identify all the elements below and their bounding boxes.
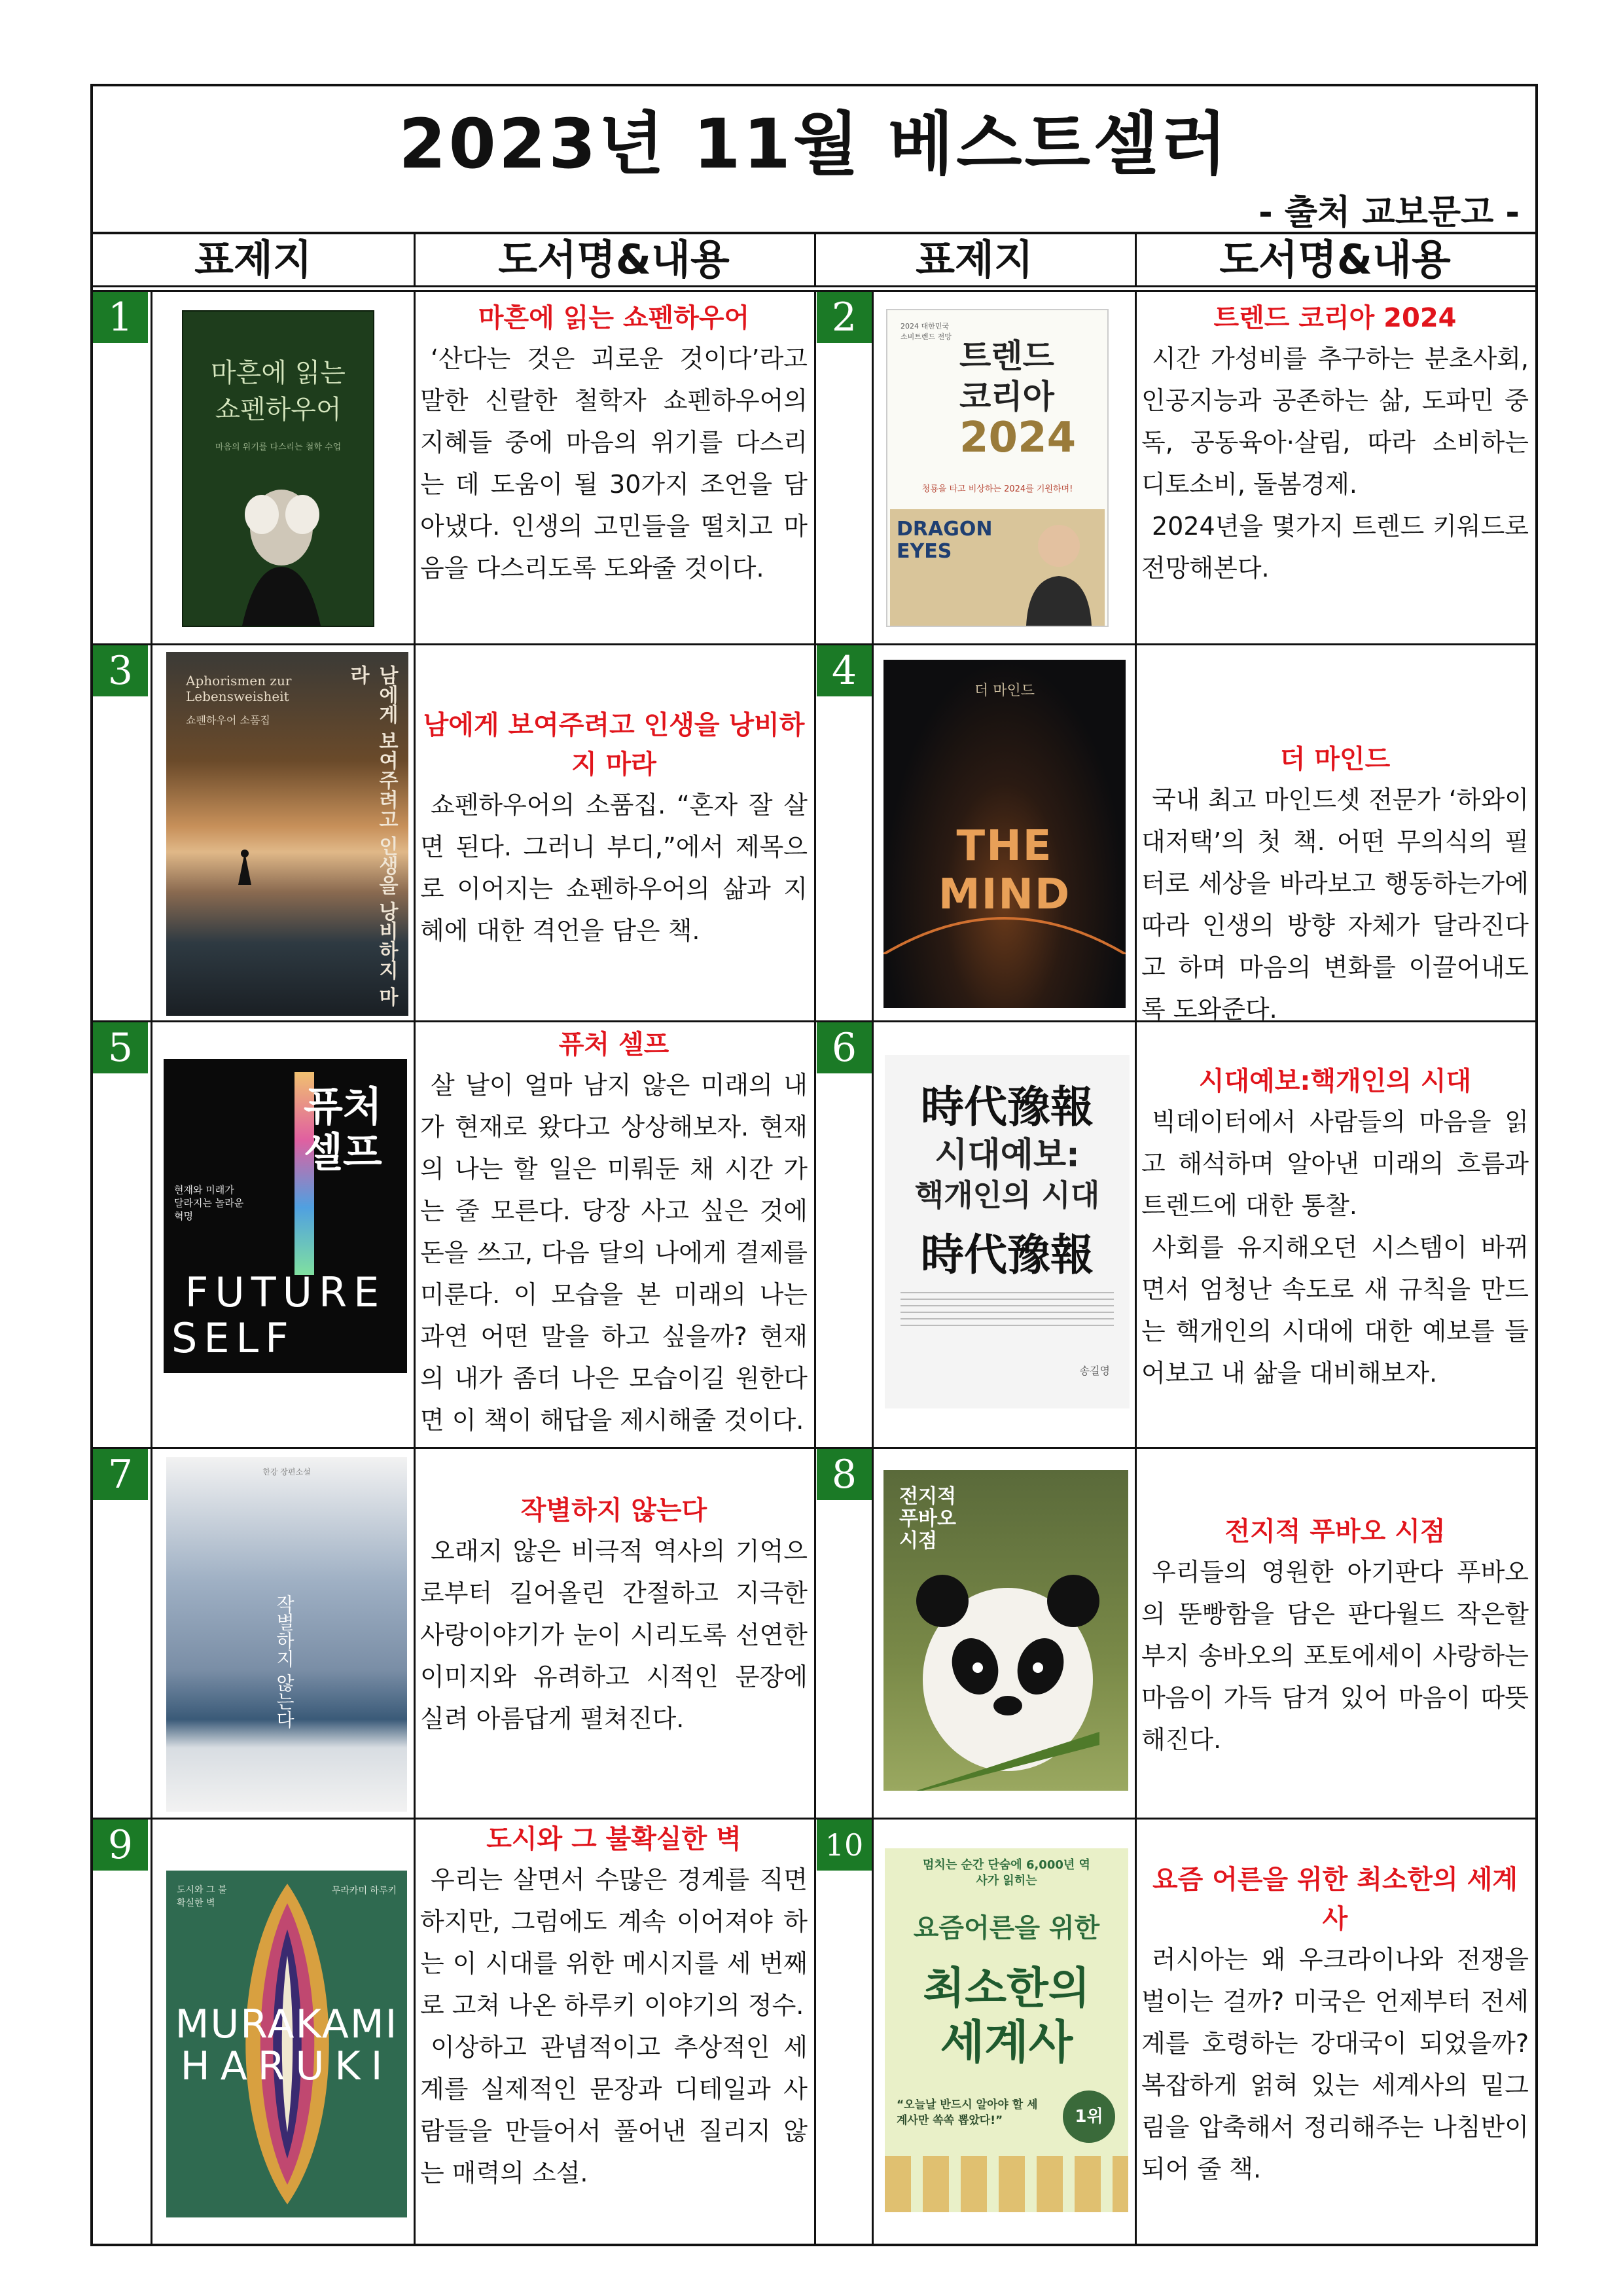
book-cover-10: 멈치는 순간 단숨에 6,000년 역사가 읽히는 요즘어른을 위한 최소한의 세계사 “오늘날 반드시 알아야 할 세계사만 쏙쏙 뽑았다!” 1위 [885,1848,1128,2212]
book-desc-text: 쇼펜하우어의 소품집. “혼자 잘 살면 된다. 그러니 부디,”에서 제목으로 이어지는 쇼펜하우어의 삶과 지혜에 대한 격언을 담은 책. [420,791,808,945]
book-row-4 [93,1449,1535,1820]
book-grid [93,292,1535,2244]
book-title: 시대예보:핵개인의 시대 [1198,1066,1472,1096]
book-title: 요즘 어른을 위한 최소한의 세계사 [1152,1865,1518,1934]
book-desc-text: ‘산다는 것은 괴로운 것이다’라고 말한 신랄한 철학자 쇼펜하우어의 지혜들 중에 마음의 위기를 다스리는 데 도움이 될 30가지 조언을 담아냈다. 인생의 고민들을 떨치고 마음을 다스리도록 도와줄 것이다. [420,344,808,583]
book-desc-9 [416,1820,812,2194]
book-title: 퓨처 셀프 [558,1030,669,1060]
book-title: 트렌드 코리아 2024 [1213,303,1457,333]
book-cover-8: 전지적 푸바오 시점 [883,1470,1128,1791]
book-desc-text: 사회를 유지해오던 시스템이 바뀌면서 엄청난 속도로 새 규칙을 만드는 핵개인의 시대에 대한 예보를 들어보고 내 삶을 대비해보자. [1141,1233,1529,1388]
rank-badge: 1 [93,292,148,343]
book-row-2 [93,645,1535,1022]
header-cover: 표제지 [194,236,312,283]
book-cover-2: 2024 대한민국 소비트렌드 전망 트렌드 코리아 2024 청룡을 타고 비상하는 2024를 기원하며! DRAGON EYES [886,309,1109,627]
header-cover-2: 표제지 [916,236,1033,283]
book-desc-text: 우리들의 영원한 아기판다 푸바오의 뚠빵함을 담은 판다월드 작은할부지 송바오의 포토에세이 사랑하는 마음이 가득 담겨 있어 마음이 따뜻해진다. [1141,1558,1529,1754]
header-title-desc-2: 도서명&내용 [1219,236,1451,283]
book-desc-text: 우리는 살면서 수많은 경계를 직면하지만, 그럼에도 계속 이어져야 하는 이 시대를 위한 메시지를 세 번째로 고쳐 나온 하루키 이야기의 정수. [420,1865,808,2020]
book-row-1 [93,292,1535,645]
book-row-5 [93,1820,1535,2244]
book-desc-text: 2024년을 몇가지 트렌드 키워드로 전망해본다. [1141,512,1529,583]
column-header [93,232,1535,292]
book-cover-4: 더 마인드 THE MIND [883,660,1126,1008]
rank-badge: 2 [817,292,872,343]
book-cover-9: 도시와 그 불확실한 벽 무라카미 하루키 MURAKAMI HARUKI [166,1871,407,2217]
book-desc-text: 오래지 않은 비극적 역사의 기억으로부터 길어올린 간절하고 지극한 사랑이야기가 눈이 시리도록 선연한 이미지와 유려하고 시적인 문장에 실려 아름답게 펼쳐진다. [420,1537,808,1733]
rank-badge: 3 [93,645,148,696]
book-desc-text: 러시아는 왜 우크라이나와 전쟁을 벌이는 걸까? 미국은 언제부터 전세계를 호령하는 강대국이 되었을까? 복잡하게 얽혀 있는 세계사의 밑그림을 압축해서 정리해주는 나침반이 되어 줄 책. [1141,1945,1529,2183]
rank-badge: 10 [817,1820,872,1871]
book-desc-8 [1137,1512,1533,1761]
book-desc-3 [416,706,812,952]
book-desc-text: 빅데이터에서 사람들의 마음을 읽고 해석하며 알아낸 미래의 흐름과 트렌드에 대한 통찰. [1141,1107,1529,1220]
book-desc-text: 이상하고 관념적이고 추상적인 세계를 실제적인 문장과 디테일과 사람들을 만들어서 풀어낸 질리지 않는 매력의 소설. [420,2033,808,2187]
rank-badge: 5 [93,1022,148,1073]
book-title: 전지적 푸바오 시점 [1224,1516,1446,1547]
source-note: - 출처 교보문고 - [1258,193,1520,232]
book-desc-text: 국내 최고 마인드셋 전문가 ‘하와이 대저택’의 첫 책. 어떤 무의식의 필터로 세상을 바라보고 행동하는가에 따라 인생의 방향 자체가 달라진다고 하며 마음의 변화를 이끌어내도록 도와준다. [1141,785,1529,1024]
book-title: 도시와 그 불확실한 벽 [486,1824,741,1854]
book-desc-10 [1137,1860,1533,2190]
book-title: 더 마인드 [1279,744,1391,774]
book-desc-6 [1137,1062,1533,1394]
page-title: 2023년 11월 베스트셀러 [399,104,1230,184]
rank-badge: 4 [817,645,872,696]
book-desc-text: 살 날이 얼마 남지 않은 미래의 내가 현재로 왔다고 상상해보자. 현재의 나는 할 일은 미뤄둔 채 시간 가는 줄 모른다. 당장 사고 싶은 것에 돈을 쓰고, 다음 달의 나에게 결제를 미룬다. 이 모습을 본 미래의 나는 과연 어떤 말을 하고 싶을까? 현재의 내가 좀더 나은 모습이길 원한다면 이 책이 해답을 제시해줄 것이다. [420,1071,808,1435]
header-title-desc: 도서명&내용 [498,236,730,283]
book-cover-1: 마흔에 읽는 쇼펜하우어 마음의 위기를 다스리는 철학 수업 [182,310,374,627]
book-desc-1 [416,298,812,589]
rank-badge: 9 [93,1820,148,1871]
book-row-3 [93,1022,1535,1449]
book-title: 남에게 보여주려고 인생을 낭비하지 마라 [423,710,805,780]
rank-badge: 8 [817,1449,872,1500]
book-desc-7 [416,1491,812,1740]
book-cover-6: 時代豫報 시대예보: 핵개인의 시대 時代豫報 송길영 [885,1055,1130,1408]
book-title: 작별하지 않는다 [520,1496,707,1526]
book-cover-3: Aphorismen zur Lebensweisheit 쇼펜하우어 소품집 남에게 보여주려고 인생을 낭비하지 마라 [166,652,408,1016]
rank-badge: 7 [93,1449,148,1500]
book-title: 마흔에 읽는 쇼펜하우어 [478,303,750,333]
book-desc-text: 시간 가성비를 추구하는 분초사회, 인공지능과 공존하는 삶, 도파민 중독, 공동육아·살림, 따라 소비하는 디토소비, 돌봄경제. [1141,344,1529,499]
book-desc-5 [416,1025,812,1441]
book-desc-4 [1137,740,1533,1030]
book-desc-2 [1137,298,1533,589]
book-cover-7: 작별하지 않는다 한강 장편소설 [166,1457,407,1812]
bestseller-sheet [90,84,1538,2246]
rank-badge: 6 [817,1022,872,1073]
book-cover-5: 퓨처 셀프 현재와 미래가 달라지는 놀라운 혁명 FUTURE SELF [164,1059,407,1426]
